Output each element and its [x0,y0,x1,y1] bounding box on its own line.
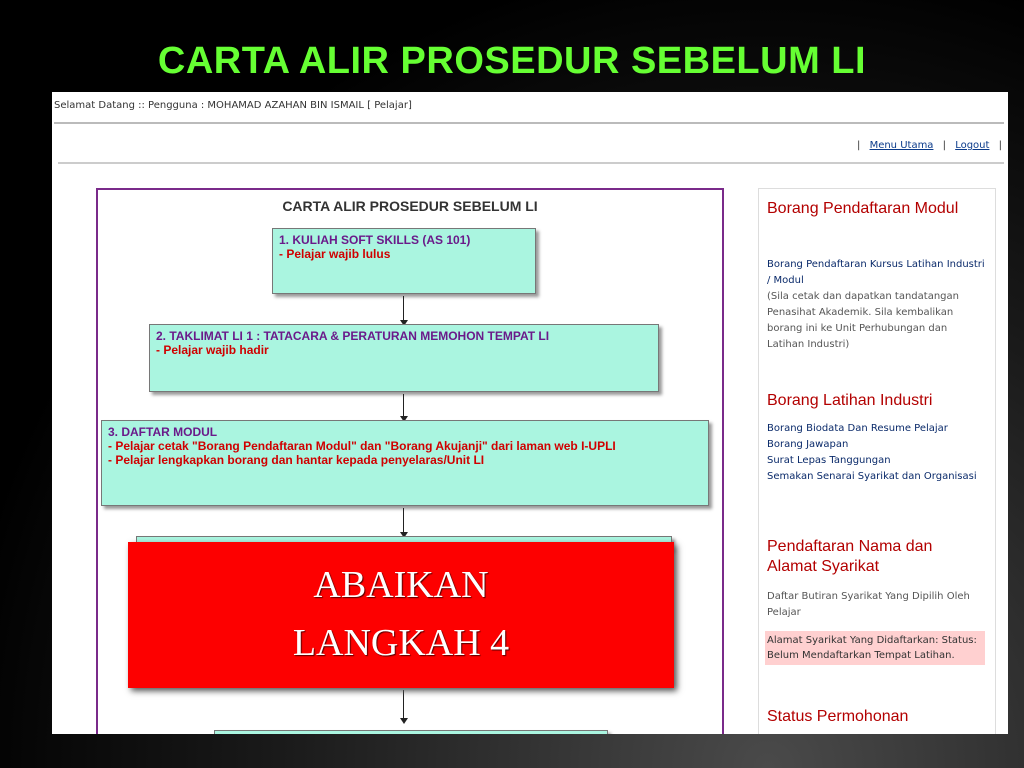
step-line: - Pelajar wajib lulus [279,247,391,261]
menu-utama-link[interactable]: Menu Utama [869,140,934,151]
overlay-line-1: ABAIKAN [313,564,489,606]
status-alert: Alamat Syarikat Yang Didaftarkan: Status: Belum Mendaftarkan Tempat Latihan. [765,631,985,665]
sidebar-link[interactable]: Surat Lepas Tanggungan [767,455,891,466]
flow-arrow [403,508,404,534]
daftar-syarikat-link[interactable]: Daftar Butiran Syarikat Yang Dipilih Oleh Pelajar [767,591,970,618]
step-heading: 1. KULIAH SOFT SKILLS (AS 101) [279,233,471,247]
top-navigation [857,140,1002,151]
divider [54,122,1004,124]
logout-link[interactable]: Logout [955,140,990,151]
sidebar-link[interactable]: Borang Jawapan [767,439,849,450]
abaikan-overlay [128,542,674,688]
step-line: - Pelajar cetak "Borang Pendaftaran Modul" dan "Borang Akujanji" dari laman web I-UPLI [108,439,616,453]
sidebar-heading-borang-pendaftaran: Borang Pendaftaran Modul [767,200,959,217]
welcome-text: Selamat Datang :: Pengguna : MOHAMAD AZAHAN BIN ISMAIL [ Pelajar] [54,100,412,111]
overlay-line-2: LANGKAH 4 [292,622,510,664]
sidebar-link[interactable]: Borang Biodata Dan Resume Pelajar [767,423,948,434]
nav-separator: | [857,140,861,151]
flow-arrow [403,394,404,418]
flow-step-5-edge [214,730,608,734]
sidebar-heading-pendaftaran-syarikat: Pendaftaran Nama dan Alamat Syarikat [767,538,933,575]
slide-title: CARTA ALIR PROSEDUR SEBELUM LI [157,40,867,82]
flow-arrow [403,690,404,720]
divider [58,162,1004,164]
flowchart-title: CARTA ALIR PROSEDUR SEBELUM LI [282,198,538,214]
step-heading: 3. DAFTAR MODUL [108,425,218,439]
nav-separator: | [998,140,1002,151]
sidebar-heading-borang-latihan: Borang Latihan Industri [767,392,933,409]
step-heading: 2. TAKLIMAT LI 1 : TATACARA & PERATURAN MEMOHON TEMPAT LI [156,329,550,343]
borang-pendaftaran-link[interactable]: Borang Pendaftaran Kursus Latihan Industri / Modul [767,259,985,286]
sidebar-heading-status: Status Permohonan [767,708,909,725]
sidebar-section-2 [767,421,985,485]
embedded-screenshot [52,92,1008,734]
sidebar-section-3 [767,589,985,621]
borang-pendaftaran-note: (Sila cetak dan dapatkan tandatangan Penasihat Akademik. Sila kembalikan borang ini ke Unit Perhubungan dan Latihan Industri) [767,291,959,350]
sidebar-link[interactable]: Semakan Senarai Syarikat dan Organisasi [767,471,977,482]
flow-arrow [403,296,404,322]
step-line: - Pelajar lengkapkan borang dan hantar kepada penyelaras/Unit LI [108,453,485,467]
sidebar-section-1 [767,257,985,353]
sidebar [758,188,996,734]
flow-step-2 [149,324,659,392]
flow-step-3 [101,420,709,506]
flow-step-1 [272,228,536,294]
step-line: - Pelajar wajib hadir [156,343,269,357]
nav-separator: | [942,140,946,151]
